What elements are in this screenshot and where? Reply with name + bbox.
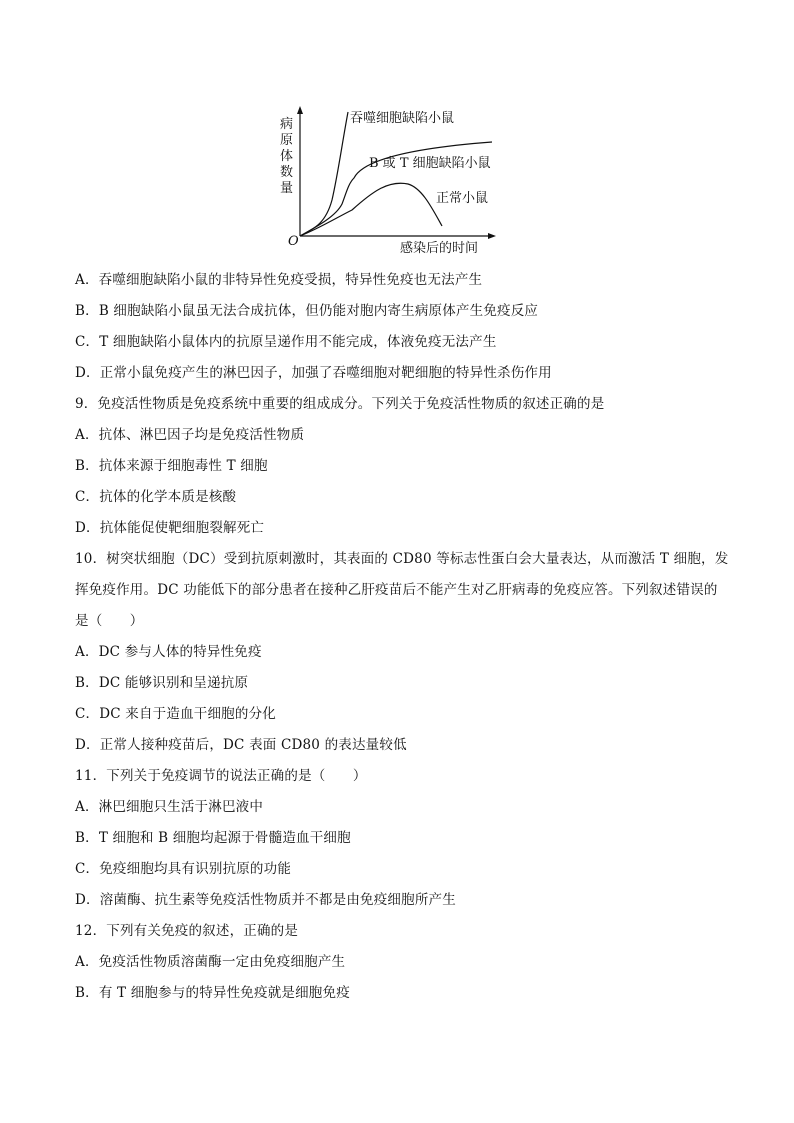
text-line: A．免疫活性物质溶菌酶一定由免疫细胞产生	[75, 954, 346, 970]
text-line: D．抗体能促使靶细胞裂解死亡	[75, 520, 265, 536]
y-axis-char: 体	[280, 149, 294, 164]
text-line: B．DC 能够识别和呈递抗原	[75, 675, 249, 691]
y-axis-char: 数	[280, 165, 294, 180]
text-line: A．吞噬细胞缺陷小鼠的非特异性免疫受损，特异性免疫也无法产生	[75, 272, 483, 288]
curve-label: B 或 T 细胞缺陷小鼠	[369, 156, 491, 171]
text-line: C．T 细胞缺陷小鼠体内的抗原呈递作用不能完成，体液免疫无法产生	[75, 334, 497, 350]
question-text	[75, 265, 735, 1009]
text-line: B．B 细胞缺陷小鼠虽无法合成抗体，但仍能对胞内寄生病原体产生免疫反应	[75, 303, 539, 319]
question-stem: 12．下列有关免疫的叙述，正确的是	[75, 923, 299, 939]
text-line: A．淋巴细胞只生活于淋巴液中	[75, 799, 264, 815]
y-axis-char: 病	[280, 117, 294, 132]
question-stem: 是（ ）	[75, 613, 144, 629]
y-axis-char: 量	[280, 181, 294, 196]
curve-label: 正常小鼠	[436, 191, 489, 206]
text-line: D．正常小鼠免疫产生的淋巴因子，加强了吞噬细胞对靶细胞的特异性杀伤作用	[75, 365, 552, 381]
curve-normal	[300, 183, 442, 236]
text-line: C．DC 来自于造血干细胞的分化	[75, 706, 276, 722]
text-line: C．抗体的化学本质是核酸	[75, 489, 237, 505]
origin-label: O	[288, 234, 299, 249]
curve-label: 吞噬细胞缺陷小鼠	[350, 111, 455, 126]
text-line: A．DC 参与人体的特异性免疫	[75, 644, 262, 660]
text-line: C．免疫细胞均具有识别抗原的功能	[75, 861, 292, 877]
text-line: D．正常人接种疫苗后，DC 表面 CD80 的表达量较低	[75, 737, 407, 753]
pathogen-curve-plot	[276, 104, 516, 256]
text-line: B．有 T 细胞参与的特异性免疫就是细胞免疫	[75, 985, 350, 1001]
y-axis-arrow	[297, 106, 303, 114]
y-axis-char: 原	[280, 133, 294, 148]
question-stem: 挥免疫作用。DC 功能低下的部分患者在接种乙肝疫苗后不能产生对乙肝病毒的免疫应答。下列叙述错误的	[75, 582, 718, 598]
text-line: B．T 细胞和 B 细胞均起源于骨髓造血干细胞	[75, 830, 351, 846]
x-axis-arrow	[488, 233, 496, 239]
text-line: D．溶菌酶、抗生素等免疫活性物质并不都是由免疫细胞所产生	[75, 892, 456, 908]
text-line: A．抗体、淋巴因子均是免疫活性物质	[75, 427, 305, 443]
curve-phagocyte-deficient	[300, 112, 348, 236]
question-stem: 9．免疫活性物质是免疫系统中重要的组成成分。下列关于免疫活性物质的叙述正确的是	[75, 396, 605, 412]
text-line: B．抗体来源于细胞毒性 T 细胞	[75, 458, 268, 474]
x-axis-label: 感染后的时间	[400, 241, 479, 256]
pathogen-curve-figure	[276, 104, 516, 256]
question-stem: 11．下列关于免疫调节的说法正确的是（ ）	[75, 768, 367, 784]
question-stem: 10．树突状细胞（DC）受到抗原刺激时，其表面的 CD80 等标志性蛋白会大量表达，从而激活 T 细胞，发	[75, 551, 729, 567]
